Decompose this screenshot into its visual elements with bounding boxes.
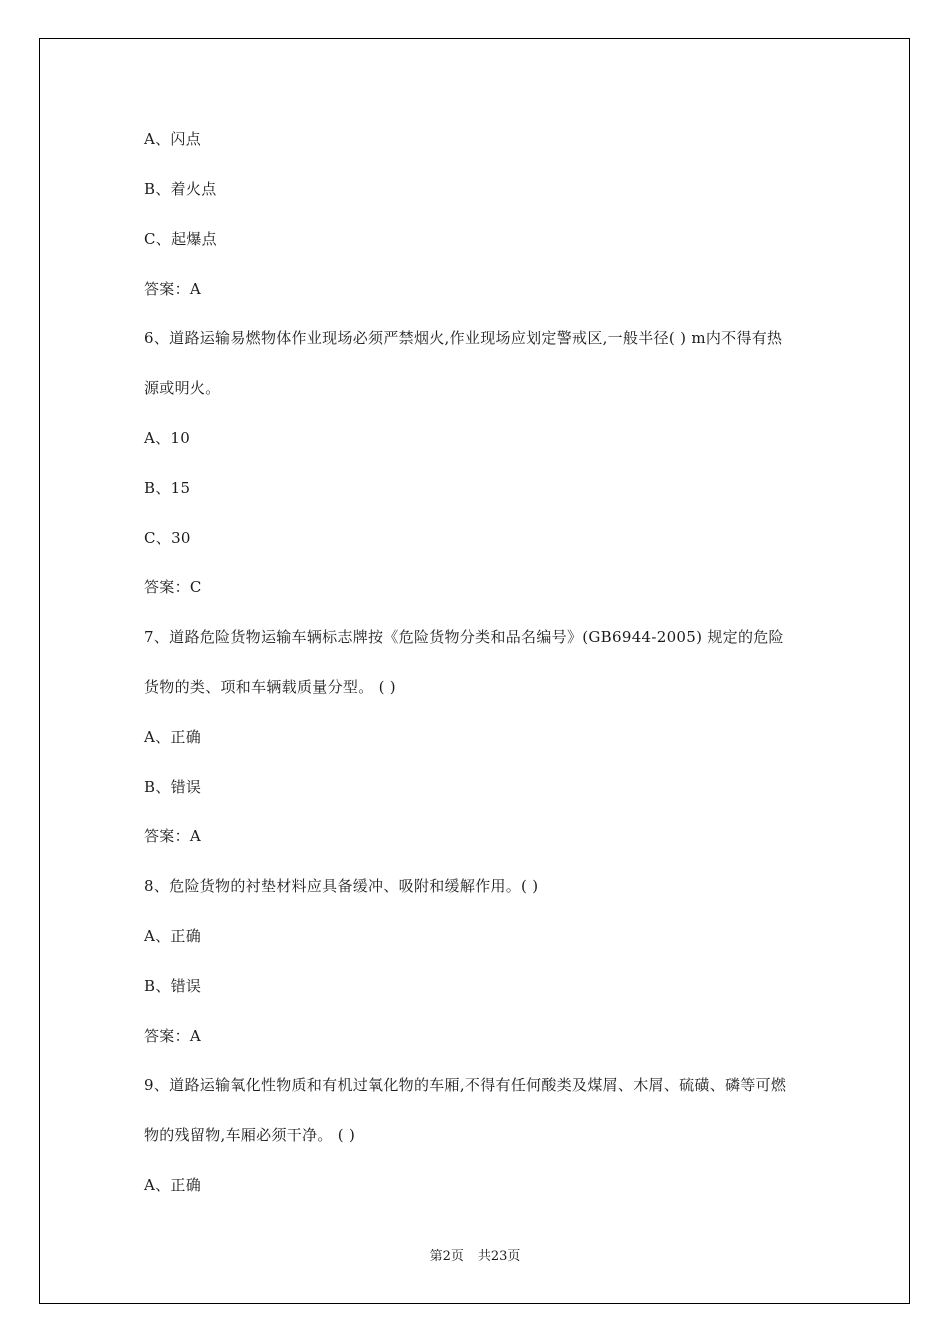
- question-line: 6、道路运输易燃物体作业现场必须严禁烟火,作业现场应划定警戒区,一般半径( ) m内不得有热: [144, 329, 783, 347]
- option-line: B、15: [144, 479, 191, 497]
- question-line: 源或明火。: [144, 379, 221, 397]
- answer-line: 答案：A: [144, 280, 202, 298]
- option-line: B、错误: [144, 778, 202, 796]
- answer-line: 答案：A: [144, 1027, 202, 1045]
- page-number: 第2页: [429, 1249, 464, 1264]
- question-line: 9、道路运输氧化性物质和有机过氧化物的车厢,不得有任何酸类及煤屑、木屑、硫磺、磷等可燃: [144, 1076, 787, 1094]
- question-line: 8、危险货物的衬垫材料应具备缓冲、吸附和缓解作用。( ): [144, 877, 539, 895]
- option-line: B、着火点: [144, 180, 217, 198]
- option-line: A、正确: [144, 1176, 202, 1194]
- question-line: 物的残留物,车厢必须干净。 ( ): [144, 1126, 356, 1144]
- question-line: 7、道路危险货物运输车辆标志牌按《危险货物分类和品名编号》(GB6944-2005) 规定的危险: [144, 628, 784, 646]
- option-line: B、错误: [144, 977, 202, 995]
- page-border: [39, 38, 910, 1304]
- answer-line: 答案：C: [144, 578, 202, 596]
- page-total: 共23页: [477, 1249, 521, 1264]
- option-line: A、正确: [144, 927, 202, 945]
- option-line: C、起爆点: [144, 230, 217, 248]
- option-line: A、10: [144, 429, 191, 447]
- page-footer: [0, 1248, 950, 1266]
- option-line: C、30: [144, 529, 191, 547]
- answer-line: 答案：A: [144, 827, 202, 845]
- option-line: A、闪点: [144, 130, 202, 148]
- option-line: A、正确: [144, 728, 202, 746]
- question-line: 货物的类、项和车辆载质量分型。 ( ): [144, 678, 396, 696]
